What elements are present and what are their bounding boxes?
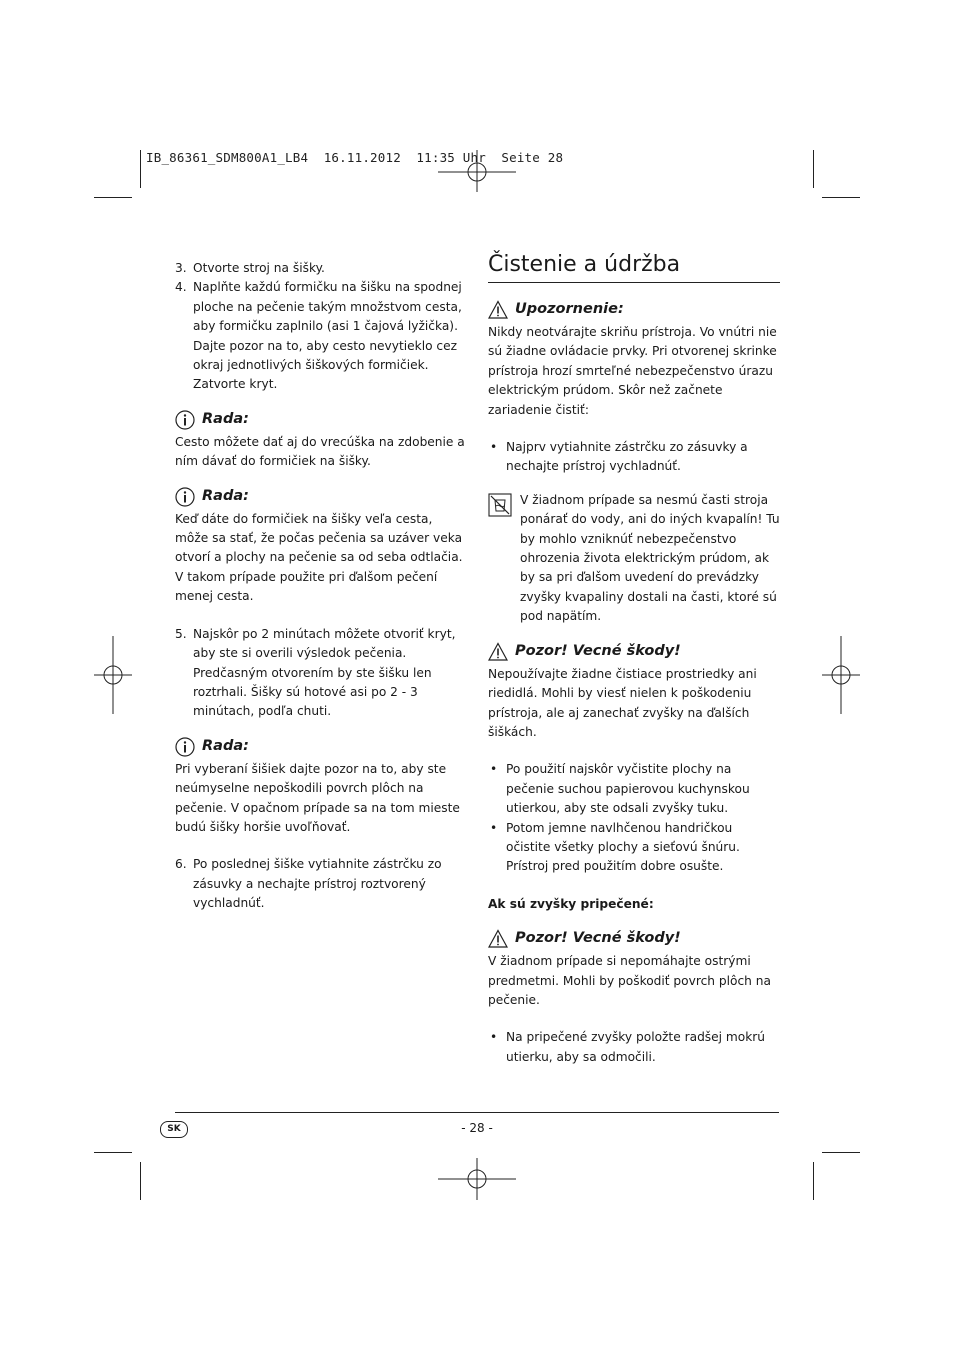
list-item: 4. Naplňte každú formičku na šišku na spodnej ploche na pečenie takým množstvom cesta, aby formičku zaplnilo (asi 1 čajová lyžička). Dajte pozor na to, aby cesto nevytieklo cez okraj jednotlivých šiškových formičiek. Zatvorte kryt. <box>175 280 462 392</box>
crop-mark <box>813 150 814 188</box>
no-water-icon <box>488 493 512 517</box>
right-column <box>488 250 780 1067</box>
registration-mark-bottom <box>438 1158 516 1200</box>
list-item: 5. Najskôr po 2 minútach môžete otvoriť kryt, aby ste si overili výsledok pečenia. Predčasným otvorením by ste šišku len roztrhali. Šišky sú hotové asi po 2 - 3 minútach, podľa chuti. <box>175 626 456 719</box>
tip-heading: Rada: <box>175 407 467 433</box>
warning-heading: Upozornenie: <box>488 297 780 323</box>
warning-triangle-icon <box>488 929 508 949</box>
warning-text: Nepoužívajte žiadne čistiace prostriedky ani riedidlá. Mohli by viesť nielen k poškodeniu prístroja, ale aj zanechať zvyšky na ďalších šiškách. <box>488 666 757 739</box>
list-item: • Najprv vytiahnite zástrčku zo zásuvky a nechajte prístroj vychladnúť. <box>490 440 748 474</box>
info-icon <box>175 410 195 430</box>
tip-text: Pri vyberaní šišiek dajte pozor na to, aby ste neúmyselne nepoškodili povrch plôch na pečenie. V opačnom prípade sa na tom mieste budú šišky horšie uvoľňovať. <box>175 761 460 834</box>
section-title: Čistenie a údržba <box>488 250 780 283</box>
tip-text: Cesto môžete dať aj do vrecúška na zdobenie a ním dávať do formičiek na šišky. <box>175 434 465 469</box>
warning-heading: Pozor! Vecné škody! <box>488 639 780 665</box>
crop-mark <box>140 150 141 188</box>
footer-divider <box>175 1112 779 1113</box>
no-immersion-notice <box>488 491 780 627</box>
registration-mark-right <box>822 636 860 714</box>
list-item: • Po použití najskôr vyčistite plochy na pečenie suchou papierovou kuchynskou utierkou, aby ste odsali zvyšky tuku. <box>490 762 750 816</box>
warning-triangle-icon <box>488 300 508 320</box>
warning-heading: Pozor! Vecné škody! <box>488 926 780 952</box>
tip-text: Keď dáte do formičiek na šišky veľa cesta, môže sa stať, že počas pečenia sa uzáver veka otvorí a plochy na pečenie sa od seba odtlačia. V takom prípade použite pri ďalšom pečení menej cesta. <box>175 511 463 604</box>
crop-mark <box>94 197 132 198</box>
crop-mark <box>813 1162 814 1200</box>
list-item: • Potom jemne navlhčenou handričkou očistite všetky plochy a sieťovú šnúru. Prístroj pred použitím dobre osušte. <box>490 820 740 874</box>
subheading: Ak sú zvyšky pripečené: <box>488 896 654 911</box>
crop-mark <box>140 1162 141 1200</box>
info-icon <box>175 737 195 757</box>
registration-mark-left <box>94 636 132 714</box>
language-badge: SK <box>160 1121 188 1138</box>
left-column <box>175 259 467 914</box>
crop-mark <box>94 1152 132 1153</box>
warning-triangle-icon <box>488 642 508 662</box>
registration-mark-top <box>438 150 516 200</box>
list-item: 6. Po poslednej šiške vytiahnite zástrčku zo zásuvky a nechajte prístroj roztvorený vychladnúť. <box>175 857 442 911</box>
print-slug-line: IB_86361_SDM800A1_LB4 16.11.2012 11:35 Uhr Seite 28 <box>146 150 564 165</box>
list-item: 3. Otvorte stroj na šišky. <box>175 261 325 275</box>
info-icon <box>175 487 195 507</box>
bullet-list <box>488 760 780 876</box>
warning-text: V žiadnom prípade si nepomáhajte ostrými predmetmi. Mohli by poškodiť povrch plôch na pečenie. <box>488 954 771 1007</box>
bullet-list <box>488 438 780 477</box>
steps-list <box>175 259 467 395</box>
warning-text: Nikdy neotvárajte skriňu prístroja. Vo vnútri nie sú žiadne ovládacie prvky. Pri otvorenej skrinke prístroja hrozí smrteľné nebezpečenstvo úrazu elektrickým prúdom. Skôr než začnete zariadenie čistiť: <box>488 325 777 417</box>
crop-mark <box>822 197 860 198</box>
list-item: • Na pripečené zvyšky položte radšej mokrú utierku, aby sa odmočili. <box>490 1030 766 1064</box>
tip-heading: Rada: <box>175 734 467 760</box>
steps-list <box>175 625 467 722</box>
tip-heading: Rada: <box>175 484 467 510</box>
page-number: - 28 - <box>461 1121 493 1135</box>
notice-text: V žiadnom prípade sa nesmú časti stroja ponárať do vody, ani do iných kvapalín! Tu by mohlo vzniknúť nebezpečenstvo ohrozenia života elektrickým prúdom, ak by sa pri ďalšom uvedení do prevádzky zvyšky kvapaliny dostali na časti, ktoré sú pod napätím. <box>520 492 780 624</box>
crop-mark <box>822 1152 860 1153</box>
bullet-list <box>488 1028 780 1067</box>
steps-list <box>175 855 467 913</box>
